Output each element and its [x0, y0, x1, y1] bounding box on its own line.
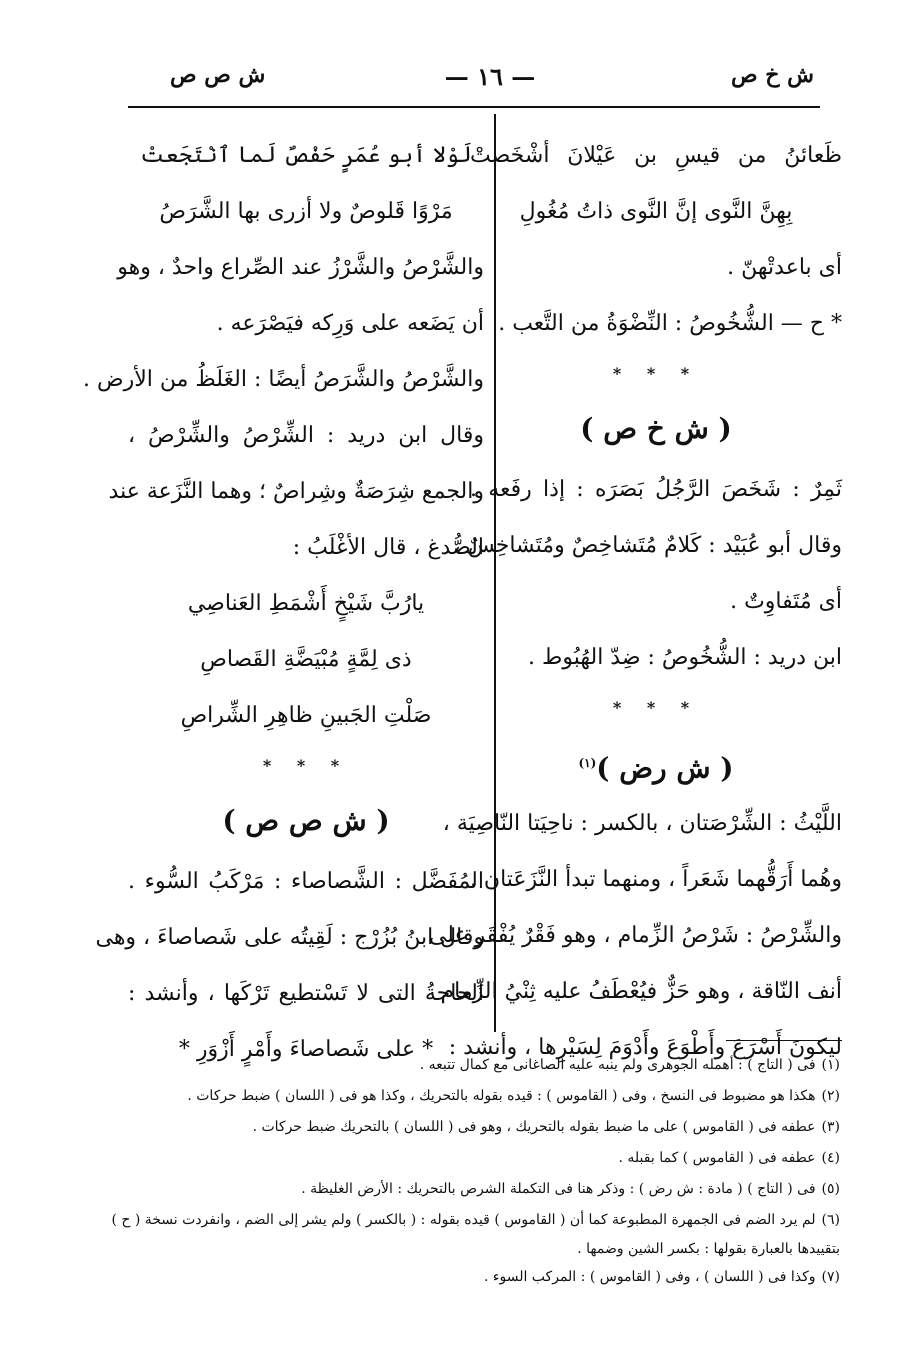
verse-line: مَرْوًا قَلوصٌ ولا أزرى بها الشَّرَصُ	[159, 199, 453, 224]
footnote-number: (٢)	[821, 1088, 840, 1104]
footnote-rule	[726, 1040, 842, 1041]
text-line: اللَّيْثُ : الشِّرْصَتان ، بالكسر : ناحِيَتا النّاصِيَة ،	[442, 811, 842, 836]
running-head-right: ش خ ص	[731, 62, 814, 88]
text-line: والشِّرْصُ : شَرْصُ الزِّمام ، وهو فَقْرٌ يُفْقَر على	[428, 923, 842, 948]
text-line: * ح — الشُّخُوصُ : النِّضْوَةُ من التَّعب .	[498, 311, 842, 336]
section-separator: * * *	[262, 756, 350, 775]
footnote-number: (٤)	[821, 1150, 840, 1166]
text-line: بِهِنَّ النَّوى إنَّ النَّوى ذاتُ مُغُولِ	[519, 199, 793, 224]
footnote-number: (١)	[821, 1057, 840, 1073]
text-line: وقال ابن دريد : الشِّرْصُ والشِّرْصُ ،	[128, 423, 484, 448]
text-line: وقال أبو عُبَيْد : كَلامٌ مُتَشاخِصٌ ومُتَشاخِسٌ ،	[453, 533, 842, 558]
text-line: الحاجةُ التى لا تَسْتطيع تَرْكَها ، وأنشد :	[128, 981, 484, 1006]
verse-line: ذى لِمَّةٍ مُبْيَضَّةِ القَصاصِ	[200, 647, 412, 672]
text-line: ابن دريد : الشُّخُوصُ : ضِدّ الهُبُوط .	[528, 645, 842, 670]
entry-heading-text: ( ش رض )	[596, 751, 734, 785]
text-line: المُفَضَّل : الشَّصاصاء : مَرْكَبُ السُّوء .	[128, 869, 484, 894]
text-line: أى مُتَفاوِتٌ .	[730, 589, 842, 614]
verse-line: * على شَصاصاءَ وأَمْرٍ أَزْوَرِ *	[178, 1037, 434, 1062]
entry-heading	[470, 730, 842, 796]
text-line: ثَمِرٌ : شَخَصَ الرَّجُلُ بَصَرَه : إذا رفَعه .	[470, 477, 842, 502]
footnote	[130, 1050, 840, 1081]
footnote-number: (٧)	[821, 1269, 840, 1285]
footnote-marker: (١)	[578, 756, 597, 770]
verse-line: صَلْتِ الجَبينِ ظاهِرِ الشِّراصِ	[180, 703, 432, 728]
section-separator: * * *	[612, 698, 700, 717]
footnote	[130, 1081, 840, 1112]
entry-heading: ( ش ص ص )	[222, 804, 390, 837]
text-line: أن يَضَعه على وَرِكه فيَصْرَعه .	[216, 311, 484, 336]
footnote	[111, 1205, 840, 1236]
header-rule	[128, 106, 820, 108]
text-line: أى باعدتْهنّ .	[727, 255, 842, 280]
footnote-number: (٥)	[821, 1181, 840, 1197]
footnote-text: هكذا هو مضبوط فى النسخ ، وفى ( القاموس ) : قيده بقوله بالتحريك ، وكذا هو فى ( اللسان ) ضبط حركات .	[187, 1088, 816, 1104]
footnote-text: لم يرد الضم فى الجمهرة المطبوعة كما أن ( القاموس ) قيده بقوله : ( بالكسر ) ولم يشر إلى الضم ، وانفردت نسخة ( ح )	[111, 1212, 816, 1228]
text-line: والشَّرْصُ والشَّرَصُ أيضًا : الغَلَظُ من الأرض .	[83, 367, 484, 392]
footnote-continuation	[130, 1236, 840, 1262]
footnote-number: (٦)	[821, 1212, 840, 1228]
footnote	[130, 1143, 840, 1174]
text-line: وقال ابنُ بُزُرْج : لَقِيتُه على شَصاصاءَ ، وهى	[95, 925, 484, 950]
footnote	[130, 1262, 840, 1293]
right-column	[428, 128, 842, 1076]
text-line: أنف النّاقة ، وهو حَزٌّ فيُعْطَفُ عليه ثِنْيُ الزِّمام	[440, 979, 842, 1004]
text-line: والجمع شِرَصَةٌ وشِراصٌ ؛ وهما النَّزَعة عند	[108, 479, 484, 504]
text-line: ليكونَ أَسْرَعَ وأَطْوَعَ وأَدْوَمَ لِسَيْرِها ، وأنشد :	[448, 1035, 842, 1060]
footnote-text: بتقييدها بالعبارة بقولها : بكسر الشين وضمها .	[577, 1241, 840, 1257]
footnote-text: فى ( التاج ) : أهمله الجوهرى ولم ينبه عليه الصاغانى مع كمال تتبعه .	[419, 1057, 816, 1073]
footnotes	[111, 1050, 840, 1293]
footnote	[130, 1112, 840, 1143]
text-line: وهُما أَرَقُّهما شَعَراً ، ومنهما تبدأ النَّزَعَتان .	[469, 867, 842, 892]
footnote-text: وكذا فى ( اللسان ) ، وفى ( القاموس ) : المركب السوء .	[484, 1269, 816, 1285]
column-divider	[494, 114, 496, 1032]
footnote	[130, 1174, 840, 1205]
verse-line: لَوْلا أبو عُمَرٍ حَفْصٌ لَما ٱنْتَجَعتْ	[140, 143, 472, 168]
footnote-text: فى ( التاج ) ( مادة : ش رض ) : وذكر هنا فى التكملة الشرص بالتحريك : الأرض الغليظة .	[301, 1181, 816, 1197]
verse-line: يارُبَّ شَيْخٍ أَشْمَطِ العَناصِي	[187, 591, 425, 616]
entry-heading: ( ش خ ص )	[580, 412, 732, 445]
left-column	[83, 128, 484, 1078]
page-number: — ١٦ —	[444, 62, 536, 91]
footnote-text: عطفه فى ( القاموس ) على ما ضبط بقوله بالتحريك ، وهو فى ( اللسان ) بالتحريك ضبط حركات .	[252, 1119, 816, 1135]
text-line: ظَعائنُ من قيسِ بن عَيْلانَ أشْخَصتْ	[470, 143, 842, 168]
section-separator: * * *	[612, 364, 700, 383]
text-line: والشَّرْصُ والشَّرْزُ عند الصِّراع واحدٌ ، وهو	[117, 255, 484, 280]
footnote-text: عطفه فى ( القاموس ) كما بقبله .	[618, 1150, 816, 1166]
footnote-number: (٣)	[821, 1119, 840, 1135]
running-head-left: ش ص ص	[170, 62, 266, 88]
text-line: الصُّدغ ، قال الأغْلَبُ :	[292, 535, 484, 560]
